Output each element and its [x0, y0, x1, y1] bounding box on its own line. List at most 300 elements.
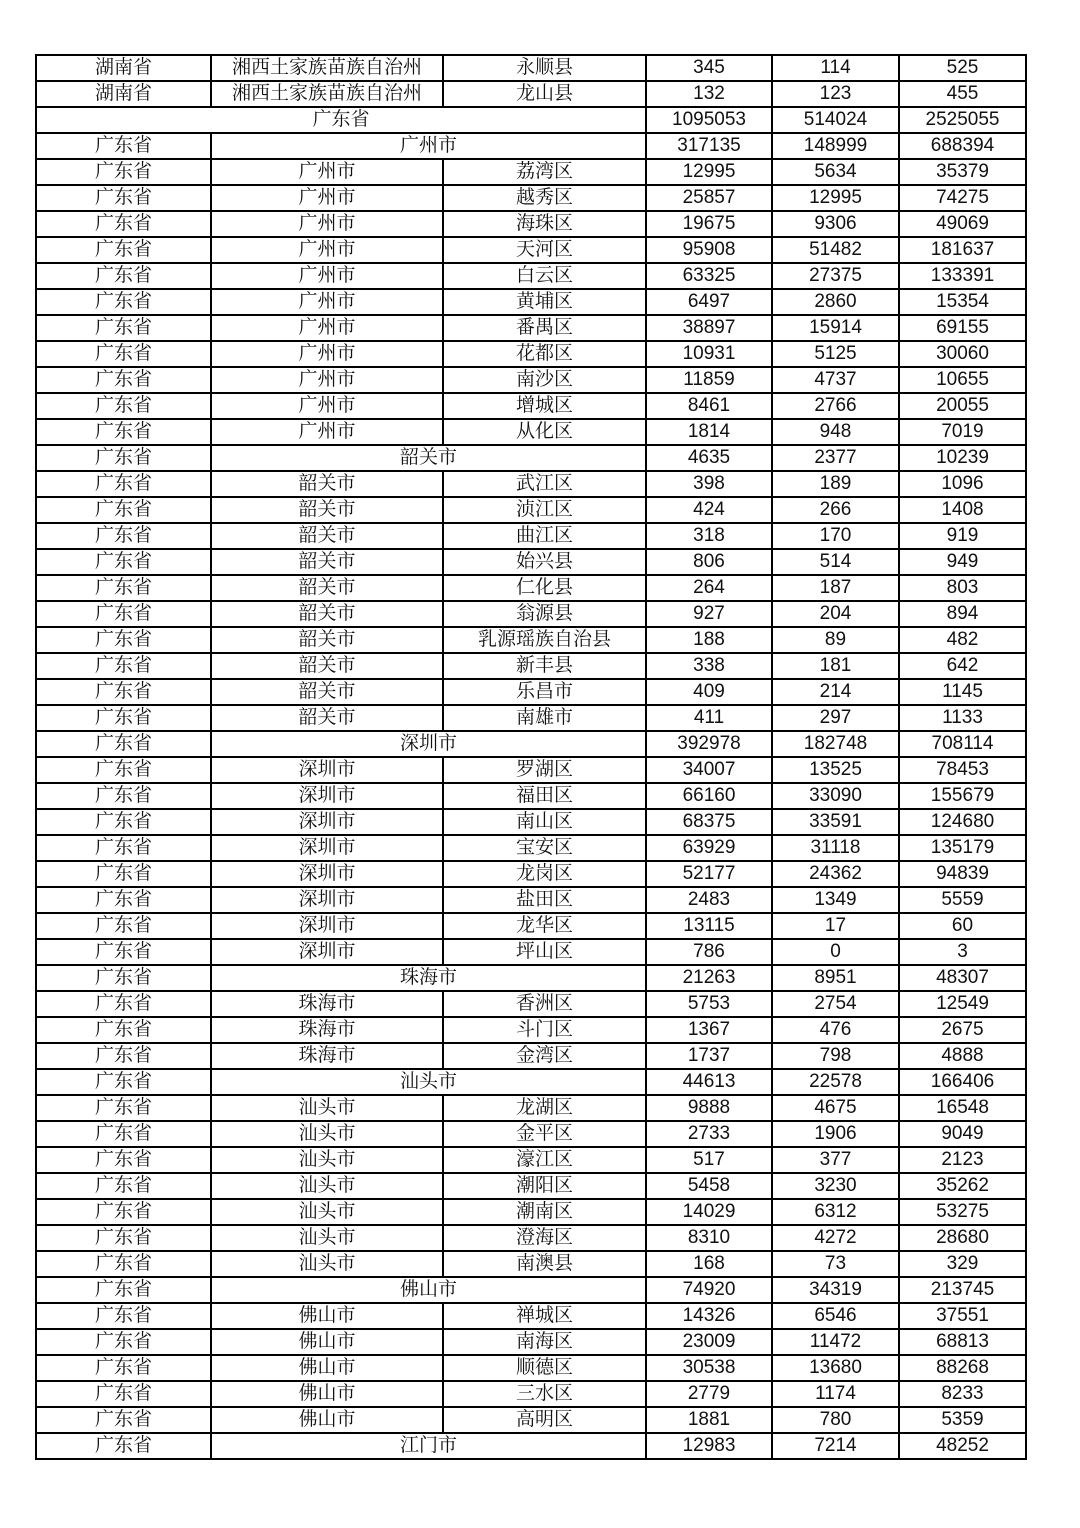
value2-cell: 148999	[772, 133, 899, 159]
city-cell: 韶关市	[211, 497, 443, 523]
table-row	[36, 1303, 1026, 1329]
value3-cell: 2123	[899, 1147, 1026, 1173]
value1-cell: 5458	[646, 1173, 772, 1199]
value2-cell: 33090	[772, 783, 899, 809]
province-cell: 广东省	[36, 1043, 211, 1069]
value3-cell: 135179	[899, 835, 1026, 861]
table-row	[36, 991, 1026, 1017]
value2-cell: 4272	[772, 1225, 899, 1251]
city-cell: 韶关市	[211, 575, 443, 601]
city-cell: 汕头市	[211, 1095, 443, 1121]
city-cell: 韶关市	[211, 471, 443, 497]
value1-cell: 132	[646, 81, 772, 107]
city-total-cell: 珠海市	[211, 965, 646, 991]
value3-cell: 525	[899, 55, 1026, 81]
district-cell: 福田区	[443, 783, 646, 809]
province-cell: 广东省	[36, 757, 211, 783]
value2-cell: 15914	[772, 315, 899, 341]
value1-cell: 8310	[646, 1225, 772, 1251]
value1-cell: 5753	[646, 991, 772, 1017]
district-cell: 从化区	[443, 419, 646, 445]
value2-cell: 2377	[772, 445, 899, 471]
value3-cell: 35379	[899, 159, 1026, 185]
city-cell: 韶关市	[211, 523, 443, 549]
province-cell: 广东省	[36, 575, 211, 601]
province-cell: 广东省	[36, 289, 211, 315]
province-cell: 广东省	[36, 1303, 211, 1329]
district-cell: 龙山县	[443, 81, 646, 107]
city-cell: 汕头市	[211, 1199, 443, 1225]
table-row	[36, 393, 1026, 419]
table-row	[36, 549, 1026, 575]
value3-cell: 803	[899, 575, 1026, 601]
table-row	[36, 783, 1026, 809]
value1-cell: 4635	[646, 445, 772, 471]
city-cell: 广州市	[211, 419, 443, 445]
city-cell: 深圳市	[211, 887, 443, 913]
table-row	[36, 263, 1026, 289]
province-cell: 广东省	[36, 1355, 211, 1381]
value3-cell: 919	[899, 523, 1026, 549]
value2-cell: 2766	[772, 393, 899, 419]
province-cell: 广东省	[36, 1017, 211, 1043]
city-cell: 韶关市	[211, 627, 443, 653]
city-cell: 广州市	[211, 341, 443, 367]
value1-cell: 1814	[646, 419, 772, 445]
city-cell: 珠海市	[211, 1017, 443, 1043]
table-row	[36, 107, 1026, 133]
table-row	[36, 1069, 1026, 1095]
value3-cell: 688394	[899, 133, 1026, 159]
value2-cell: 6312	[772, 1199, 899, 1225]
district-cell: 增城区	[443, 393, 646, 419]
city-cell: 深圳市	[211, 835, 443, 861]
table-row	[36, 237, 1026, 263]
table-row	[36, 939, 1026, 965]
table-row	[36, 1381, 1026, 1407]
city-cell: 佛山市	[211, 1407, 443, 1433]
table-row	[36, 627, 1026, 653]
value2-cell: 2860	[772, 289, 899, 315]
value2-cell: 73	[772, 1251, 899, 1277]
table-row	[36, 471, 1026, 497]
table-row	[36, 705, 1026, 731]
district-cell: 潮南区	[443, 1199, 646, 1225]
district-cell: 黄埔区	[443, 289, 646, 315]
value1-cell: 11859	[646, 367, 772, 393]
city-cell: 广州市	[211, 289, 443, 315]
value2-cell: 3230	[772, 1173, 899, 1199]
table-row	[36, 887, 1026, 913]
value1-cell: 1367	[646, 1017, 772, 1043]
district-cell: 浈江区	[443, 497, 646, 523]
value2-cell: 33591	[772, 809, 899, 835]
value3-cell: 94839	[899, 861, 1026, 887]
city-cell: 韶关市	[211, 549, 443, 575]
value1-cell: 318	[646, 523, 772, 549]
value1-cell: 338	[646, 653, 772, 679]
district-cell: 潮阳区	[443, 1173, 646, 1199]
value3-cell: 8233	[899, 1381, 1026, 1407]
value1-cell: 74920	[646, 1277, 772, 1303]
city-cell: 深圳市	[211, 913, 443, 939]
value3-cell: 3	[899, 939, 1026, 965]
province-cell: 广东省	[36, 523, 211, 549]
city-total-cell: 汕头市	[211, 1069, 646, 1095]
province-cell: 广东省	[36, 445, 211, 471]
district-cell: 南沙区	[443, 367, 646, 393]
province-cell: 广东省	[36, 1433, 211, 1459]
value3-cell: 60	[899, 913, 1026, 939]
city-cell: 佛山市	[211, 1303, 443, 1329]
value2-cell: 123	[772, 81, 899, 107]
value2-cell: 89	[772, 627, 899, 653]
city-cell: 珠海市	[211, 1043, 443, 1069]
value1-cell: 63929	[646, 835, 772, 861]
table-row	[36, 497, 1026, 523]
province-cell: 广东省	[36, 861, 211, 887]
province-cell: 广东省	[36, 679, 211, 705]
province-cell: 广东省	[36, 159, 211, 185]
value3-cell: 53275	[899, 1199, 1026, 1225]
table-row	[36, 861, 1026, 887]
district-cell: 乳源瑶族自治县	[443, 627, 646, 653]
district-cell: 乐昌市	[443, 679, 646, 705]
district-cell: 仁化县	[443, 575, 646, 601]
city-cell: 深圳市	[211, 809, 443, 835]
value1-cell: 6497	[646, 289, 772, 315]
value2-cell: 514	[772, 549, 899, 575]
value3-cell: 16548	[899, 1095, 1026, 1121]
value3-cell: 455	[899, 81, 1026, 107]
value3-cell: 949	[899, 549, 1026, 575]
value1-cell: 927	[646, 601, 772, 627]
value3-cell: 2525055	[899, 107, 1026, 133]
city-cell: 广州市	[211, 315, 443, 341]
value1-cell: 424	[646, 497, 772, 523]
value3-cell: 894	[899, 601, 1026, 627]
province-cell: 广东省	[36, 1069, 211, 1095]
province-cell: 广东省	[36, 471, 211, 497]
value1-cell: 14326	[646, 1303, 772, 1329]
value2-cell: 181	[772, 653, 899, 679]
value3-cell: 124680	[899, 809, 1026, 835]
value3-cell: 30060	[899, 341, 1026, 367]
value2-cell: 182748	[772, 731, 899, 757]
district-cell: 宝安区	[443, 835, 646, 861]
value3-cell: 1408	[899, 497, 1026, 523]
value2-cell: 204	[772, 601, 899, 627]
value3-cell: 35262	[899, 1173, 1026, 1199]
city-cell: 广州市	[211, 237, 443, 263]
table-row	[36, 1121, 1026, 1147]
district-cell: 花都区	[443, 341, 646, 367]
value1-cell: 14029	[646, 1199, 772, 1225]
table-row	[36, 1043, 1026, 1069]
value3-cell: 48307	[899, 965, 1026, 991]
district-cell: 香洲区	[443, 991, 646, 1017]
value3-cell: 1133	[899, 705, 1026, 731]
province-cell: 湖南省	[36, 55, 211, 81]
value1-cell: 8461	[646, 393, 772, 419]
value3-cell: 28680	[899, 1225, 1026, 1251]
value2-cell: 0	[772, 939, 899, 965]
city-cell: 广州市	[211, 367, 443, 393]
table-row	[36, 965, 1026, 991]
province-cell: 广东省	[36, 1199, 211, 1225]
table-row	[36, 1251, 1026, 1277]
city-cell: 深圳市	[211, 783, 443, 809]
table-row	[36, 81, 1026, 107]
table-row	[36, 913, 1026, 939]
province-cell: 广东省	[36, 1407, 211, 1433]
district-cell: 龙岗区	[443, 861, 646, 887]
city-cell: 韶关市	[211, 601, 443, 627]
value1-cell: 786	[646, 939, 772, 965]
district-cell: 番禺区	[443, 315, 646, 341]
value2-cell: 51482	[772, 237, 899, 263]
value1-cell: 517	[646, 1147, 772, 1173]
province-cell: 广东省	[36, 731, 211, 757]
district-cell: 新丰县	[443, 653, 646, 679]
value3-cell: 20055	[899, 393, 1026, 419]
province-cell: 湖南省	[36, 81, 211, 107]
table-row	[36, 575, 1026, 601]
value1-cell: 21263	[646, 965, 772, 991]
district-cell: 南海区	[443, 1329, 646, 1355]
city-cell: 广州市	[211, 263, 443, 289]
value1-cell: 25857	[646, 185, 772, 211]
table-row	[36, 1225, 1026, 1251]
city-cell: 佛山市	[211, 1355, 443, 1381]
value3-cell: 213745	[899, 1277, 1026, 1303]
district-cell: 白云区	[443, 263, 646, 289]
value1-cell: 1881	[646, 1407, 772, 1433]
city-cell: 汕头市	[211, 1147, 443, 1173]
district-cell: 永顺县	[443, 55, 646, 81]
city-total-cell: 韶关市	[211, 445, 646, 471]
table-row	[36, 445, 1026, 471]
value2-cell: 11472	[772, 1329, 899, 1355]
value3-cell: 74275	[899, 185, 1026, 211]
value3-cell: 37551	[899, 1303, 1026, 1329]
value1-cell: 168	[646, 1251, 772, 1277]
province-cell: 广东省	[36, 419, 211, 445]
district-cell: 顺德区	[443, 1355, 646, 1381]
province-cell: 广东省	[36, 705, 211, 731]
value2-cell: 8951	[772, 965, 899, 991]
table-row	[36, 1277, 1026, 1303]
city-cell: 汕头市	[211, 1251, 443, 1277]
value2-cell: 780	[772, 1407, 899, 1433]
value2-cell: 1349	[772, 887, 899, 913]
value3-cell: 166406	[899, 1069, 1026, 1095]
district-cell: 海珠区	[443, 211, 646, 237]
value2-cell: 31118	[772, 835, 899, 861]
province-cell: 广东省	[36, 653, 211, 679]
province-cell: 广东省	[36, 315, 211, 341]
city-cell: 韶关市	[211, 679, 443, 705]
province-cell: 广东省	[36, 1225, 211, 1251]
province-cell: 广东省	[36, 211, 211, 237]
city-cell: 广州市	[211, 393, 443, 419]
value2-cell: 187	[772, 575, 899, 601]
city-cell: 湘西土家族苗族自治州	[211, 81, 443, 107]
table-row	[36, 211, 1026, 237]
value1-cell: 13115	[646, 913, 772, 939]
value1-cell: 95908	[646, 237, 772, 263]
city-cell: 汕头市	[211, 1173, 443, 1199]
table-row	[36, 185, 1026, 211]
province-cell: 广东省	[36, 601, 211, 627]
province-cell: 广东省	[36, 341, 211, 367]
table-row	[36, 315, 1026, 341]
value3-cell: 9049	[899, 1121, 1026, 1147]
city-cell: 湘西土家族苗族自治州	[211, 55, 443, 81]
value3-cell: 1145	[899, 679, 1026, 705]
value3-cell: 155679	[899, 783, 1026, 809]
province-cell: 广东省	[36, 939, 211, 965]
value2-cell: 24362	[772, 861, 899, 887]
value1-cell: 345	[646, 55, 772, 81]
value2-cell: 114	[772, 55, 899, 81]
value3-cell: 329	[899, 1251, 1026, 1277]
city-total-cell: 广州市	[211, 133, 646, 159]
population-data-table	[35, 54, 1027, 1460]
value1-cell: 10931	[646, 341, 772, 367]
district-cell: 南山区	[443, 809, 646, 835]
province-cell: 广东省	[36, 1381, 211, 1407]
province-cell: 广东省	[36, 991, 211, 1017]
district-cell: 武江区	[443, 471, 646, 497]
value2-cell: 2754	[772, 991, 899, 1017]
value2-cell: 1906	[772, 1121, 899, 1147]
table-row	[36, 159, 1026, 185]
value2-cell: 189	[772, 471, 899, 497]
value3-cell: 69155	[899, 315, 1026, 341]
value3-cell: 78453	[899, 757, 1026, 783]
city-total-cell: 佛山市	[211, 1277, 646, 1303]
table-row	[36, 731, 1026, 757]
province-cell: 广东省	[36, 783, 211, 809]
district-cell: 龙湖区	[443, 1095, 646, 1121]
district-cell: 高明区	[443, 1407, 646, 1433]
value2-cell: 7214	[772, 1433, 899, 1459]
table-row	[36, 1433, 1026, 1459]
city-cell: 广州市	[211, 185, 443, 211]
value2-cell: 214	[772, 679, 899, 705]
province-total-cell: 广东省	[36, 107, 646, 133]
district-cell: 澄海区	[443, 1225, 646, 1251]
city-cell: 韶关市	[211, 653, 443, 679]
district-cell: 金平区	[443, 1121, 646, 1147]
value3-cell: 708114	[899, 731, 1026, 757]
city-cell: 韶关市	[211, 705, 443, 731]
value1-cell: 806	[646, 549, 772, 575]
value3-cell: 482	[899, 627, 1026, 653]
district-cell: 斗门区	[443, 1017, 646, 1043]
value2-cell: 34319	[772, 1277, 899, 1303]
value2-cell: 297	[772, 705, 899, 731]
table-row	[36, 341, 1026, 367]
district-cell: 南澳县	[443, 1251, 646, 1277]
value2-cell: 4737	[772, 367, 899, 393]
province-cell: 广东省	[36, 835, 211, 861]
table-row	[36, 1407, 1026, 1433]
province-cell: 广东省	[36, 1277, 211, 1303]
value1-cell: 52177	[646, 861, 772, 887]
table-row	[36, 289, 1026, 315]
province-cell: 广东省	[36, 913, 211, 939]
city-cell: 佛山市	[211, 1381, 443, 1407]
province-cell: 广东省	[36, 237, 211, 263]
value3-cell: 88268	[899, 1355, 1026, 1381]
table-row	[36, 679, 1026, 705]
district-cell: 天河区	[443, 237, 646, 263]
value2-cell: 9306	[772, 211, 899, 237]
table-row	[36, 133, 1026, 159]
value1-cell: 9888	[646, 1095, 772, 1121]
value3-cell: 1096	[899, 471, 1026, 497]
value3-cell: 48252	[899, 1433, 1026, 1459]
value1-cell: 23009	[646, 1329, 772, 1355]
district-cell: 龙华区	[443, 913, 646, 939]
city-cell: 汕头市	[211, 1225, 443, 1251]
value1-cell: 1737	[646, 1043, 772, 1069]
table-row	[36, 1095, 1026, 1121]
value2-cell: 266	[772, 497, 899, 523]
district-cell: 三水区	[443, 1381, 646, 1407]
district-cell: 越秀区	[443, 185, 646, 211]
value1-cell: 68375	[646, 809, 772, 835]
value3-cell: 133391	[899, 263, 1026, 289]
value2-cell: 22578	[772, 1069, 899, 1095]
value1-cell: 2779	[646, 1381, 772, 1407]
province-cell: 广东省	[36, 185, 211, 211]
province-cell: 广东省	[36, 887, 211, 913]
value3-cell: 12549	[899, 991, 1026, 1017]
district-cell: 罗湖区	[443, 757, 646, 783]
district-cell: 盐田区	[443, 887, 646, 913]
district-cell: 荔湾区	[443, 159, 646, 185]
city-cell: 广州市	[211, 211, 443, 237]
table-body	[36, 55, 1026, 1459]
city-cell: 深圳市	[211, 939, 443, 965]
value3-cell: 5559	[899, 887, 1026, 913]
value3-cell: 4888	[899, 1043, 1026, 1069]
value2-cell: 948	[772, 419, 899, 445]
value1-cell: 411	[646, 705, 772, 731]
table-row	[36, 653, 1026, 679]
value1-cell: 30538	[646, 1355, 772, 1381]
value3-cell: 10239	[899, 445, 1026, 471]
value1-cell: 2733	[646, 1121, 772, 1147]
value1-cell: 34007	[646, 757, 772, 783]
value1-cell: 398	[646, 471, 772, 497]
value1-cell: 66160	[646, 783, 772, 809]
value3-cell: 7019	[899, 419, 1026, 445]
district-cell: 濠江区	[443, 1147, 646, 1173]
value2-cell: 12995	[772, 185, 899, 211]
table-row	[36, 1173, 1026, 1199]
value2-cell: 476	[772, 1017, 899, 1043]
value2-cell: 4675	[772, 1095, 899, 1121]
province-cell: 广东省	[36, 263, 211, 289]
value1-cell: 38897	[646, 315, 772, 341]
table-row	[36, 419, 1026, 445]
table-row	[36, 757, 1026, 783]
value2-cell: 13525	[772, 757, 899, 783]
